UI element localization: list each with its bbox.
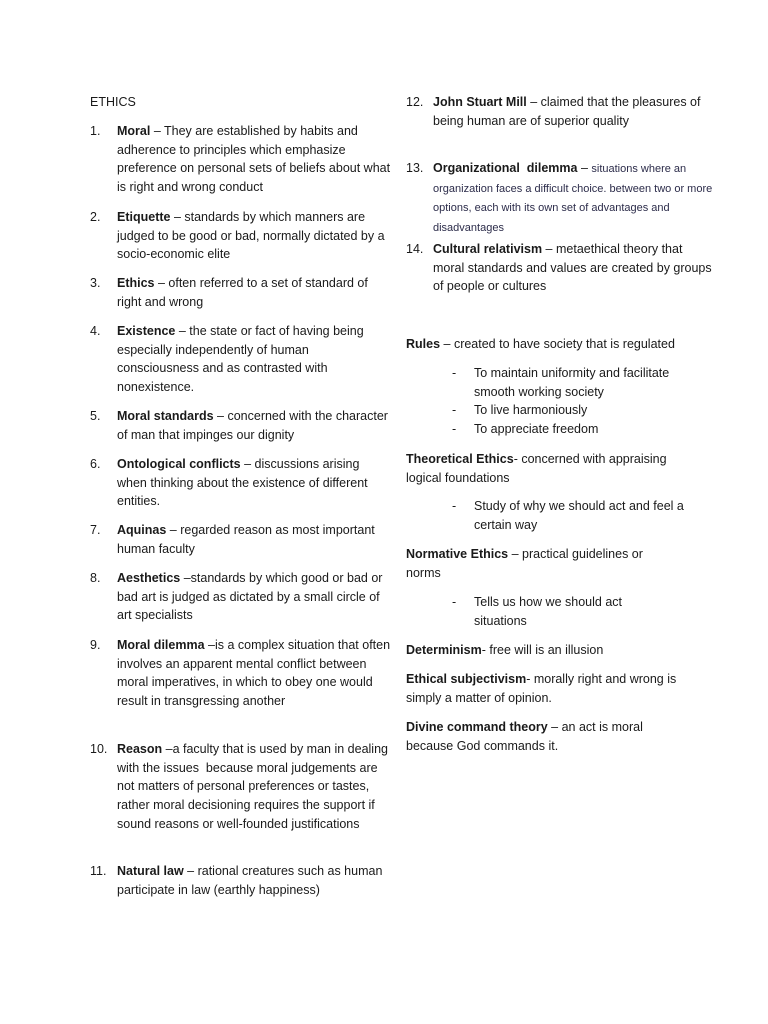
definition: - concerned with appraising logical foundations — [406, 452, 667, 485]
definition: – They are established by habits and adherence to principles which emphasize preference on personal sets of beliefs about what is right and wrong conduct — [117, 124, 391, 195]
term: Aesthetics — [117, 571, 181, 585]
list-item — [406, 159, 713, 238]
term: Moral dilemma — [117, 638, 205, 652]
rules-paragraph — [406, 335, 686, 354]
theoretical-bullets — [406, 497, 686, 534]
normative-bullets — [406, 593, 644, 630]
rules-bullets — [406, 364, 686, 439]
term: Theoretical Ethics — [406, 452, 514, 466]
theoretical-ethics-paragraph — [406, 450, 686, 487]
definition: – rational creatures such as human participate in law (earthly happiness) — [117, 864, 383, 897]
term: Ethics — [117, 276, 155, 290]
item-number: 5. — [90, 409, 101, 423]
list-item — [452, 420, 686, 439]
definition: – discussions arising when thinking about the existence of different entities. — [117, 457, 368, 509]
list-item — [452, 593, 644, 630]
definition: - free will is an illusion — [481, 643, 604, 657]
item-number: 7. — [90, 523, 101, 537]
term: Existence — [117, 324, 176, 338]
definition-prefix: – — [577, 161, 592, 175]
item-number: 2. — [90, 210, 101, 224]
determinism-paragraph — [406, 641, 686, 660]
ethical-subjectivism-paragraph — [406, 670, 686, 707]
bullet-dash: - — [452, 595, 457, 609]
term: Reason — [117, 742, 163, 756]
item-number: 8. — [90, 571, 101, 585]
list-item — [406, 240, 713, 296]
definition: – an act is moral because God commands it. — [406, 720, 643, 753]
bullet-dash: - — [452, 499, 457, 513]
item-number: 12. — [406, 95, 424, 109]
definition: – the state or fact of having being especially independently of human consciousness and as contrasted with nonexistence. — [117, 324, 364, 395]
list-item — [90, 636, 392, 711]
list-item — [90, 862, 392, 899]
term: Ontological conflicts — [117, 457, 241, 471]
definition: – standards by which manners are judged to be good or bad, normally dictated by a socio-economic elite — [117, 210, 385, 262]
item-number: 4. — [90, 324, 101, 338]
divine-command-paragraph — [406, 718, 661, 755]
term: Determinism — [406, 643, 482, 657]
list-item — [406, 93, 713, 130]
item-number: 11. — [90, 864, 107, 878]
list-item — [90, 274, 392, 311]
term: Organizational dilemma — [433, 161, 578, 175]
term: Etiquette — [117, 210, 171, 224]
list-item — [452, 364, 686, 401]
item-number: 6. — [90, 457, 101, 471]
definition: –is a complex situation that often involves an apparent mental conflict between moral imperatives, in which to obey one would result in transgressing another — [117, 638, 391, 709]
item-number: 9. — [90, 638, 101, 652]
bullet-text: Tells us how we should act situations — [474, 595, 622, 628]
item-number: 14. — [406, 242, 424, 256]
bullet-text: To appreciate freedom — [474, 422, 599, 437]
bullet-dash: - — [452, 366, 457, 380]
term: Divine command theory — [406, 720, 548, 734]
list-item — [90, 740, 392, 834]
bullet-text: To live harmoniously — [474, 403, 588, 418]
item-number: 3. — [90, 276, 101, 290]
definition: situations where an organization faces a difficult choice. between two or more options, each with its own set of advantages and disadvantages — [433, 163, 713, 235]
term: Moral standards — [117, 409, 214, 423]
definition: – often referred to a set of standard of right and wrong — [117, 276, 382, 309]
item-number: 10. — [90, 742, 108, 756]
list-item — [452, 497, 686, 534]
list-item — [90, 569, 392, 625]
document-title: ETHICS — [90, 95, 136, 109]
list-item — [90, 455, 392, 511]
definition: - morally right and wrong is simply a matter of opinion. — [406, 672, 677, 705]
term: Aquinas — [117, 523, 167, 537]
bullet-dash: - — [452, 403, 457, 418]
term: Natural law — [117, 864, 184, 878]
list-item — [90, 407, 392, 444]
normative-ethics-paragraph — [406, 545, 656, 582]
definition: – regarded reason as most important human faculty — [117, 523, 375, 556]
bullet-dash: - — [452, 422, 457, 437]
list-item — [452, 401, 686, 420]
definition: – concerned with the character of man that impinges our dignity — [117, 409, 388, 442]
list-item — [90, 521, 392, 558]
term: Moral — [117, 124, 151, 138]
term: Cultural relativism — [433, 242, 543, 256]
bullet-text: To maintain uniformity and facilitate smooth working society — [474, 366, 670, 399]
term: Normative Ethics — [406, 547, 509, 561]
definition: –a faculty that is used by man in dealing with the issues because moral judgements are not matters of personal preferences or tastes, rather moral decisioning requires the support if sound reasons or well-founded justifications — [117, 742, 392, 831]
definition: – claimed that the pleasures of being human are of superior quality — [433, 95, 701, 128]
item-number: 1. — [90, 124, 101, 138]
list-item — [90, 122, 392, 197]
bullet-text: Study of why we should act and feel a certain way — [474, 499, 684, 532]
definition: – created to have society that is regulated — [440, 337, 675, 351]
term: John Stuart Mill — [433, 95, 527, 109]
definition: – metaethical theory that moral standards and values are created by groups of people or cultures — [433, 242, 712, 294]
list-item — [90, 208, 392, 264]
definition: –standards by which good or bad or bad art is judged as dictated by a small circle of art specialists — [117, 571, 383, 623]
term: Ethical subjectivism — [406, 672, 527, 686]
item-number: 13. — [406, 161, 424, 175]
term: Rules — [406, 337, 441, 351]
list-item — [90, 322, 392, 397]
definition: – practical guidelines or norms — [406, 547, 643, 580]
